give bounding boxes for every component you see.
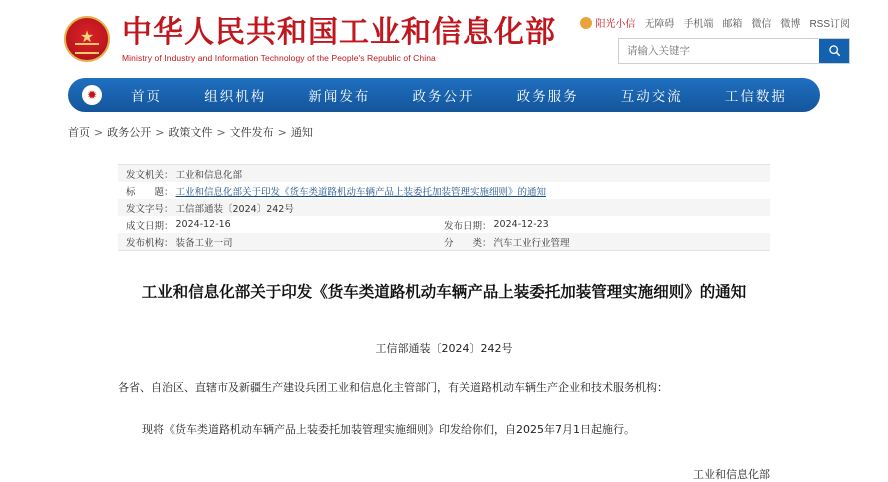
search-button[interactable] — [819, 39, 849, 63]
top-link-rss[interactable]: RSS订阅 — [809, 18, 850, 30]
breadcrumb-item-1[interactable]: 政务公开 — [107, 126, 152, 139]
meta-value-title-link[interactable]: 工业和信息化部关于印发《货车类道路机动车辆产品上装委托加装管理实施细则》的通知 — [175, 186, 547, 198]
breadcrumb-separator: > — [155, 126, 165, 139]
meta-value: 2024-12-16 — [175, 219, 231, 230]
document-recipients: 各省、自治区、直辖市及新疆生产建设兵团工业和信息化主管部门，有关道路机动车辆生产企业和技术服务机构： — [118, 381, 668, 395]
site-header — [0, 0, 888, 78]
top-link-barrier-free[interactable]: 无障碍 — [644, 18, 675, 30]
document-body-paragraph: 现将《货车类道路机动车辆产品上装委托加装管理实施细则》印发给你们，自2025年7月1日起施行。 — [142, 423, 635, 437]
breadcrumb-separator: > — [277, 126, 287, 139]
breadcrumb-item-4[interactable]: 通知 — [290, 126, 313, 139]
meta-value: 装备工业一司 — [175, 237, 233, 249]
meta-label: 发布机构： — [126, 237, 174, 249]
meta-label: 成文日期： — [126, 220, 174, 232]
meta-cell-title — [126, 184, 546, 198]
nav-item-affairs-open[interactable]: 政务公开 — [412, 89, 475, 105]
top-link-mail[interactable]: 邮箱 — [722, 18, 743, 30]
meta-row — [118, 182, 770, 199]
meta-row — [118, 199, 770, 216]
meta-cell-written-date — [126, 218, 444, 232]
nav-item-data[interactable]: 工信数据 — [724, 89, 787, 105]
page-title: 工业和信息化部关于印发《货车类道路机动车辆产品上装委托加装管理实施细则》的通知 — [141, 283, 747, 301]
breadcrumb-item-2[interactable]: 政策文件 — [168, 126, 213, 139]
meta-cell-issuer — [126, 167, 242, 181]
document-number: 工信部通装〔2024〕242号 — [375, 342, 513, 356]
search-icon — [828, 44, 841, 57]
meta-label: 标 题： — [126, 186, 174, 198]
top-link-accessibility[interactable]: 阳光小信 — [580, 15, 635, 30]
meta-cell-publisher — [126, 235, 444, 249]
breadcrumb — [68, 124, 888, 140]
nav-item-news[interactable]: 新闻发布 — [308, 89, 371, 105]
meta-value: 2024-12-23 — [493, 219, 549, 230]
top-links — [580, 15, 850, 30]
meta-label: 发布日期： — [444, 220, 492, 232]
meta-value: 工信部通装〔2024〕242号 — [175, 203, 294, 215]
header-right — [580, 15, 860, 64]
meta-cell-publish-date — [444, 218, 762, 232]
nav-item-organization[interactable]: 组织机构 — [204, 89, 267, 105]
site-title-block — [122, 16, 556, 63]
site-title-cn: 中华人民共和国工业和信息化部 — [122, 14, 556, 50]
meta-label: 发文字号： — [126, 203, 174, 215]
meta-row — [118, 165, 770, 182]
national-emblem-icon — [64, 16, 110, 62]
main-nav — [68, 78, 820, 112]
meta-cell-category — [444, 235, 762, 249]
sun-icon — [580, 17, 592, 29]
meta-label: 分 类： — [444, 237, 492, 249]
top-link-weibo[interactable]: 微博 — [780, 18, 801, 30]
breadcrumb-separator: > — [216, 126, 226, 139]
breadcrumb-item-0[interactable]: 首页 — [68, 126, 90, 139]
meta-row — [118, 233, 770, 250]
breadcrumb-item-3[interactable]: 文件发布 — [229, 126, 274, 139]
nav-item-interaction[interactable]: 互动交流 — [620, 89, 683, 105]
nav-items — [110, 85, 820, 105]
meta-value: 工业和信息化部 — [175, 169, 243, 181]
search-input[interactable] — [619, 39, 819, 63]
site-title-en: Ministry of Industry and Information Technology of the People's Republic of China — [122, 52, 436, 63]
meta-cell-docnumber — [126, 201, 294, 215]
meta-label: 发文机关： — [126, 169, 174, 181]
home-emblem-icon[interactable]: ✹ — [82, 85, 102, 105]
document-signature: 工业和信息化部 — [693, 467, 770, 481]
top-link-mobile[interactable]: 手机端 — [683, 18, 714, 30]
document-meta-table — [118, 164, 770, 251]
search-bar — [618, 38, 850, 64]
top-link-wechat[interactable]: 微信 — [751, 18, 772, 30]
meta-value: 汽车工业行业管理 — [493, 237, 570, 249]
meta-row — [118, 216, 770, 233]
breadcrumb-separator: > — [94, 126, 104, 139]
nav-item-home[interactable]: 首页 — [131, 89, 163, 105]
nav-item-services[interactable]: 政务服务 — [516, 89, 579, 105]
